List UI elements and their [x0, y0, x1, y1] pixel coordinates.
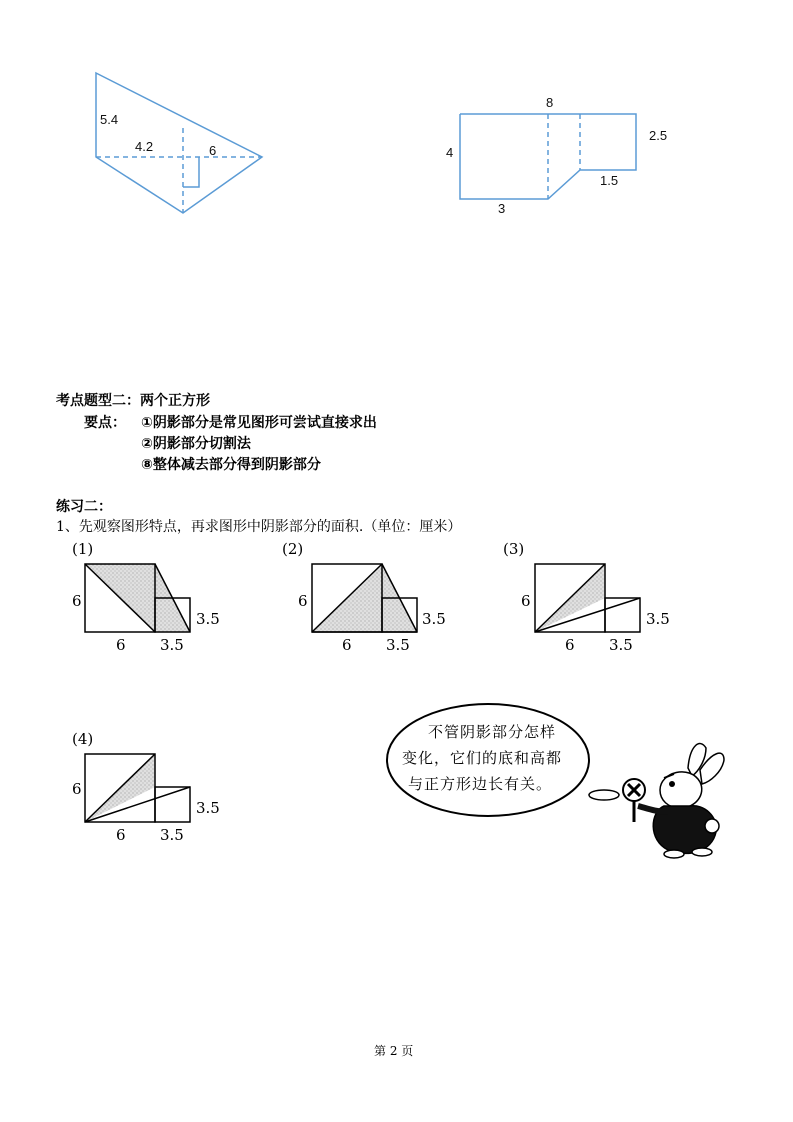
- key-point-1: ①阴影部分是常见图形可尝试直接求出: [141, 415, 377, 431]
- page-number: 第 2 页: [374, 1044, 414, 1058]
- figure-3-bottom-small: 3.5: [609, 636, 633, 654]
- figure-3-small-side: 3.5: [646, 610, 670, 628]
- figure-1-number: (1): [72, 540, 94, 558]
- bubble-line-3: 与正方形边长有关。: [408, 775, 553, 793]
- section-title: 考点题型二：两个正方形: [56, 393, 210, 409]
- rect-label-top: 8: [546, 95, 554, 110]
- figure-1-side: 6: [72, 592, 82, 610]
- figure-3-bottom-big: 6: [565, 636, 575, 654]
- rect-label-bottom: 3: [498, 201, 506, 216]
- kite-label-right: 6: [209, 143, 217, 158]
- figure-1-bottom-big: 6: [116, 636, 126, 654]
- bubble-line-1: 不管阴影部分怎样: [428, 723, 557, 741]
- figure-4-number: (4): [72, 730, 94, 748]
- bubble-line-2: 变化，它们的底和高都: [402, 749, 563, 767]
- kite-label-mid: 4.2: [135, 139, 154, 154]
- figure-3-number: (3): [503, 540, 525, 558]
- figure-2-bottom-small: 3.5: [386, 636, 410, 654]
- figure-4-bottom-big: 6: [116, 826, 126, 844]
- figure-3-side: 6: [521, 592, 531, 610]
- rect-label-step: 1.5: [600, 173, 619, 188]
- rect-label-left: 4: [446, 145, 454, 160]
- key-point-2: ②阴影部分切割法: [141, 436, 251, 452]
- rect-label-right: 2.5: [649, 128, 668, 143]
- figure-2-small-side: 3.5: [422, 610, 446, 628]
- figure-4-small-side: 3.5: [196, 799, 220, 817]
- kite-label-left: 5.4: [100, 112, 119, 127]
- figure-4-side: 6: [72, 780, 82, 798]
- exercise-question: 1、先观察图形特点，再求图形中阴影部分的面积.（单位：厘米）: [56, 519, 462, 535]
- figure-4-bottom-small: 3.5: [160, 826, 184, 844]
- figure-2-number: (2): [282, 540, 304, 558]
- figure-2-side: 6: [298, 592, 308, 610]
- figure-1-bottom-small: 3.5: [160, 636, 184, 654]
- exercise-title: 练习二：: [56, 499, 112, 515]
- figure-2-bottom-big: 6: [342, 636, 352, 654]
- key-point-3: ⑧整体减去部分得到阴影部分: [141, 457, 321, 473]
- key-label: 要点：: [84, 415, 126, 431]
- figure-1-small-side: 3.5: [196, 610, 220, 628]
